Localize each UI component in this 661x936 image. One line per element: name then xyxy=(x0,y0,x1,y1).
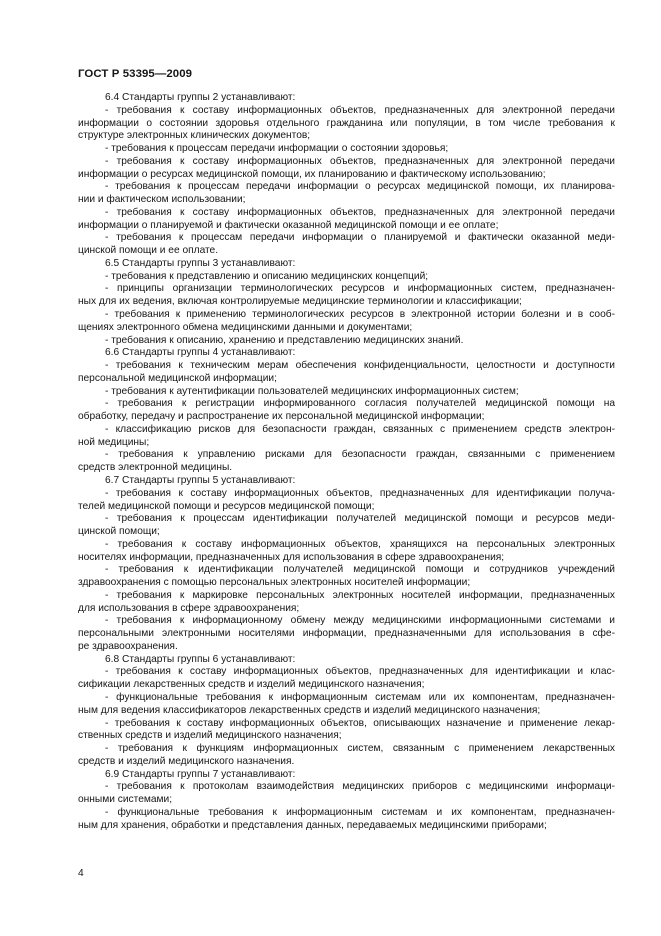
text-line: - требования к составу информационных объектов, предназначенных для идентификации и клас- xyxy=(105,666,615,678)
text-line: - требования к регистрации информированного согласия получателей медицинской помощи на xyxy=(105,398,615,410)
text-line: - требования к техническим мерам обеспечения конфиденциальности, целостности и доступности xyxy=(105,360,615,372)
text-line: - требования к составу информационных объектов, предназначенных для идентификации получа- xyxy=(105,487,615,499)
text-line: 6.9 Стандарты группы 7 устанавливают: xyxy=(105,768,296,780)
text-line: ственных средств и изделий медицинского назначения; xyxy=(78,730,342,742)
text-line: - требования к процессам идентификации получателей медицинской помощи и ресурсов меди- xyxy=(105,513,615,525)
text-line: - требования к процессам передачи информации о планируемой и фактически оказанной меди- xyxy=(105,232,615,244)
text-line: ным для ведения классификаторов лекарственных средств и изделий медицинского назначения; xyxy=(78,704,541,716)
text-line: средств и изделий медицинского назначения. xyxy=(78,755,295,767)
text-line: структуре электронных клинических документов; xyxy=(78,130,311,142)
text-line: - требования к составу информационных объектов, предназначенных для электронной передачи xyxy=(105,155,615,167)
text-line: информации о планируемой и фактически оказанной медицинской помощи и ее оплате; xyxy=(78,219,499,231)
text-line: цинской помощи; xyxy=(78,526,160,538)
text-line: обработку, передачу и распространение их персональной медицинской информации; xyxy=(78,411,485,423)
page-number: 4 xyxy=(78,868,84,879)
text-line: для использования в сфере здравоохранения; xyxy=(78,602,300,614)
text-line: носителях информации, предназначенных для использования в сфере здравоохранения; xyxy=(78,551,505,563)
text-line: - требования к применению терминологических ресурсов в электронной истории болезни и в сооб- xyxy=(105,309,615,321)
text-line: 6.8 Стандарты группы 6 устанавливают: xyxy=(105,653,296,665)
text-line: - требования к описанию, хранению и представлению медицинских знаний. xyxy=(105,334,464,346)
text-line: щениях электронного обмена медицинскими данными и документами; xyxy=(78,321,413,333)
text-line: 6.5 Стандарты группы 3 устанавливают: xyxy=(105,257,296,269)
text-line: информации о ресурсах медицинской помощи, их планированию и фактическому использованию; xyxy=(78,168,546,180)
text-line: персональными электронными носителями информации, предназначенными для использования в сфе- xyxy=(78,628,615,640)
text-line: ных для их ведения, включая контролируемые медицинские терминологии и классификации; xyxy=(78,296,522,308)
text-line: - требования к составу информационных объектов, предназначенных для электронной передачи xyxy=(105,206,615,218)
text-line: - функциональные требования к информационным системам и их компонентам, предназначен- xyxy=(105,806,615,818)
text-line: сификации лекарственных средств и изделий медицинского назначения; xyxy=(78,679,425,691)
text-line: - классификацию рисков для безопасности граждан, связанных с применением средств электрон- xyxy=(105,423,615,435)
document-header-title: ГОСТ Р 53395—2009 xyxy=(78,68,193,80)
text-line: ре здравоохранения. xyxy=(78,640,178,652)
text-line: - требования к составу информационных объектов, описывающих назначение и применение лекар- xyxy=(105,717,615,729)
text-line: - требования к составу информационных объектов, предназначенных для электронной передачи xyxy=(105,104,615,116)
text-line: - требования к информационному обмену между медицинскими информационными системами и xyxy=(105,615,615,627)
text-line: 6.6 Стандарты группы 4 устанавливают: xyxy=(105,347,296,359)
text-line: здравоохранения с помощью персональных электронных носителей информации; xyxy=(78,577,471,589)
text-line: цинской помощи и ее оплате. xyxy=(78,245,219,257)
text-line: - требования к идентификации получателей медицинской помощи и сотрудников учреждений xyxy=(105,564,615,576)
text-line: 6.4 Стандарты группы 2 устанавливают: xyxy=(105,92,296,103)
text-line: - требования к процессам передачи информации о состоянии здоровья; xyxy=(105,143,449,155)
text-line: - функциональные требования к информационным системам или их компонентам, предназначен- xyxy=(105,691,615,703)
document-body xyxy=(78,92,615,832)
text-line: - требования к составу информационных объектов, хранящихся на персональных электронных xyxy=(105,538,615,550)
text-line: телей медицинской помощи и ресурсов медицинской помощи; xyxy=(78,500,375,512)
text-line: - требования к функциям информационных систем, связанным с применением лекарственных xyxy=(105,743,615,755)
text-line: - принципы организации терминологических ресурсов и информационных систем, предназначен- xyxy=(105,283,615,295)
text-line: - требования к представлению и описанию медицинских концепций; xyxy=(105,270,429,282)
text-line: - требования к маркировке персональных электронных носителей информации, предназначенных xyxy=(105,589,615,601)
text-line: 6.7 Стандарты группы 5 устанавливают: xyxy=(105,474,296,486)
text-line: нии и фактическом использовании; xyxy=(78,194,246,206)
text-line: - требования к процессам передачи информации о ресурсах медицинской помощи, их планирова- xyxy=(105,181,615,193)
text-line: средств электронной медицины. xyxy=(78,462,233,474)
text-line: - требования к аутентификации пользователей медицинских информационных систем; xyxy=(105,385,519,397)
text-line: персональной медицинской информации; xyxy=(78,372,277,384)
text-line: ной медицины; xyxy=(78,436,150,448)
text-line: информации о состоянии здоровья отдельного гражданина или популяции, в том числе требования к xyxy=(78,117,615,129)
text-line: ным для хранения, обработки и представления данных, передаваемых медицинскими приборами; xyxy=(78,819,547,831)
text-line: онными системами; xyxy=(78,794,173,806)
text-line: - требования к управлению рисками для безопасности граждан, связанными с применением xyxy=(105,449,615,461)
text-line: - требования к протоколам взаимодействия медицинских приборов с медицинскими информаци- xyxy=(105,781,615,793)
